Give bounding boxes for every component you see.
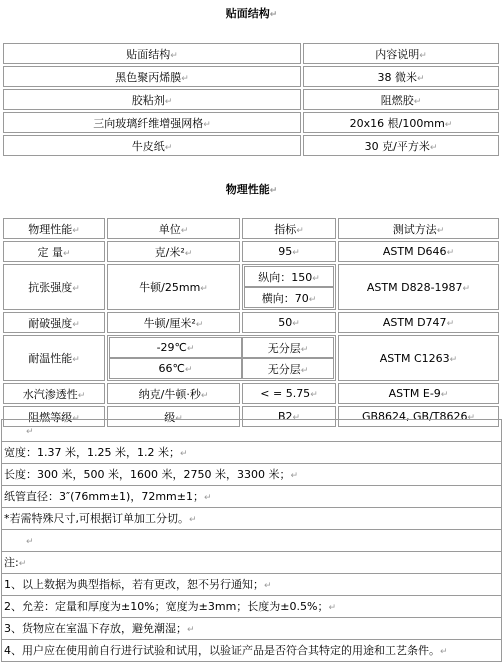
custom-line: *若需特殊尺寸,可根据订单加工分切。↵ <box>2 508 501 530</box>
note-item-3: 3、货物应在室温下存放，避免潮湿；↵ <box>2 618 501 640</box>
table-header-row: 贴面结构↵ 内容说明↵ <box>3 43 499 64</box>
temperature-subtable: -29℃↵ 无分层↵ 66℃↵ 无分层↵ <box>109 337 334 379</box>
section2-title: 物理性能↵ <box>225 183 278 196</box>
note-label: 注:↵ <box>2 552 501 574</box>
blank-line: ↵ <box>2 530 501 552</box>
properties-table <box>1 216 501 429</box>
note-item-4: 4、用户应在使用前自行进行试验和试用，以验证产品是否符合其特定的用途和工艺条件。↵ <box>4 644 448 657</box>
note-item-1: 1、以上数据为典型指标，若有更改，恕不另行通知；↵ <box>2 574 501 596</box>
tensile-subtable: 纵向：150↵ 横向：70↵ <box>244 266 334 308</box>
table-row: 耐温性能↵ -29℃↵ 无分层↵ 66℃↵ 无分层↵ ASTM C1263↵ <box>3 335 499 381</box>
note-item-2: 2、允差：定量和厚度为±10%；宽度为±3mm；长度为±0.5%；↵ <box>2 596 501 618</box>
table-row: 胶粘剂↵ 阻燃胶↵ <box>3 89 499 110</box>
table-row: 牛皮纸↵ 30 克/平方米↵ <box>3 135 499 156</box>
section1-title: 贴面结构↵ <box>225 7 278 20</box>
table-row: 三向玻璃纤维增强网格↵ 20x16 根/100mm↵ <box>3 112 499 133</box>
table-row: 抗张强度↵ 牛顿/25mm↵ 纵向：150↵ 横向：70↵ ASTM D828-1987↵ <box>3 264 499 310</box>
blank-line: ↵ <box>2 420 501 442</box>
length-line: 长度：300 米，500 米，1600 米，2750 米，3300 米；↵ <box>2 464 501 486</box>
notes-box <box>1 419 502 662</box>
structure-table <box>1 41 501 158</box>
width-line: 宽度：1.37 米，1.25 米，1.2 米；↵ <box>2 442 501 464</box>
table-header-row: 物理性能↵ 单位↵ 指标↵ 测试方法↵ <box>3 218 499 239</box>
table-row: 水汽渗透性↵ 纳克/牛顿·秒↵ < = 5.75↵ ASTM E-9↵ <box>3 383 499 404</box>
table-row: 黑色聚丙烯膜↵ 38 微米↵ <box>3 66 499 87</box>
table-row: 耐破强度↵ 牛顿/厘米²↵ 50↵ ASTM D747↵ <box>3 312 499 333</box>
table-row: 定 量↵ 克/米²↵ 95↵ ASTM D646↵ <box>3 241 499 262</box>
table-row: 阻燃等级↵ 级↵ B2↵ GB8624, GB/T8626↵ <box>3 406 499 427</box>
core-line: 纸管直径：3″(76mm±1)，72mm±1；↵ <box>2 486 501 508</box>
